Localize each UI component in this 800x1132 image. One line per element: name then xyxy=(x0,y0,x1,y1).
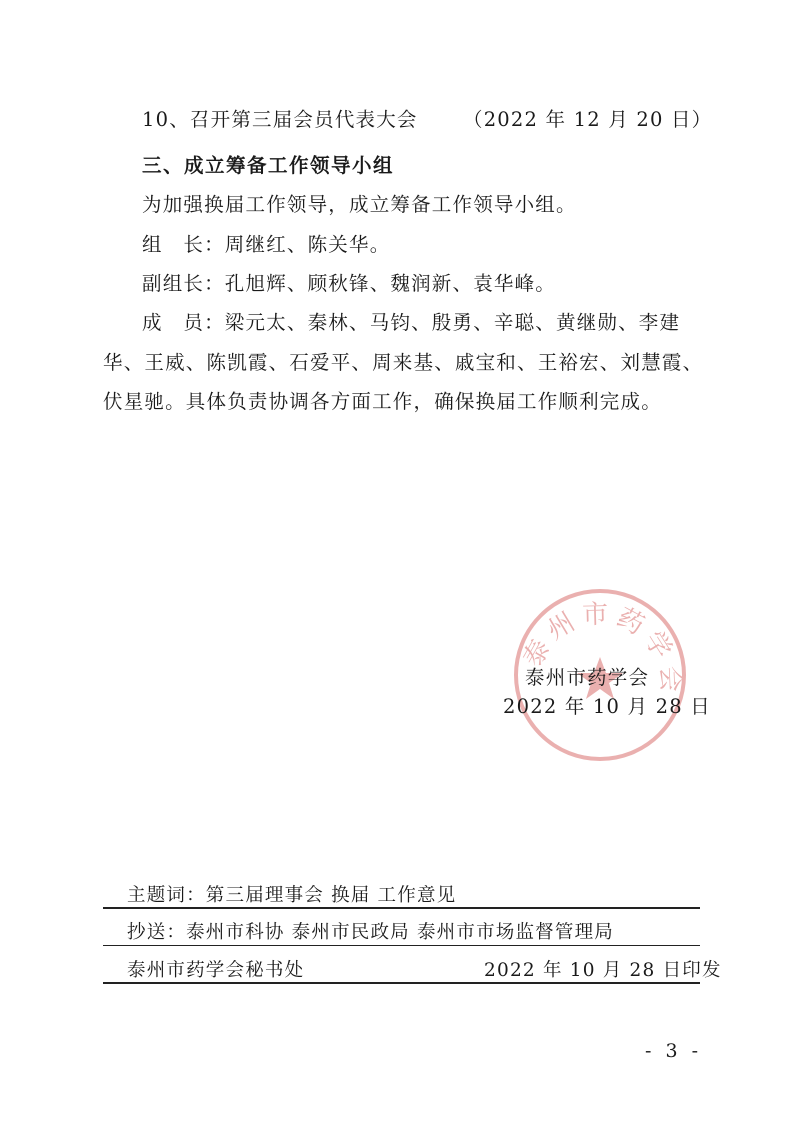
svg-text:泰州市药学会: 泰州市药学会 xyxy=(517,599,686,699)
section-heading: 三、成立筹备工作领导小组 xyxy=(142,154,395,177)
page-number: - 3 - xyxy=(644,1040,702,1062)
members-line-1: 成 员：梁元太、秦林、马钧、殷勇、辛聪、黄继勋、李建 xyxy=(142,311,681,334)
footer-divider-top xyxy=(103,907,700,909)
issue-date-line: 2022 年 10 月 28 日印发 xyxy=(484,960,722,981)
footer-divider-bottom xyxy=(103,982,700,984)
intro-paragraph: 为加强换届工作领导，成立筹备工作领导小组。 xyxy=(142,193,577,216)
keywords-line: 主题词：第三届理事会 换届 工作意见 xyxy=(127,885,457,906)
leader-line: 组 长：周继红、陈关华。 xyxy=(142,233,391,256)
issuer-line: 泰州市药学会秘书处 xyxy=(127,960,305,981)
item-10-date: （2022 年 12 月 20 日） xyxy=(463,108,713,131)
vice-leader-line: 副组长：孔旭辉、顾秋锋、魏润新、袁华峰。 xyxy=(142,272,557,295)
signature-organization: 泰州市药学会 xyxy=(525,666,650,689)
item-10-text: 10、召开第三届会员代表大会 xyxy=(142,108,418,131)
cc-line: 抄送：泰州市科协 泰州市民政局 泰州市市场监督管理局 xyxy=(127,922,614,943)
footer-divider-middle xyxy=(103,945,700,946)
members-line-2: 华、王威、陈凯霞、石爱平、周来基、戚宝和、王裕宏、刘慧霞、 xyxy=(103,351,704,374)
members-line-3: 伏星驰。具体负责协调各方面工作，确保换届工作顺利完成。 xyxy=(103,390,662,413)
signature-date: 2022 年 10 月 28 日 xyxy=(503,695,711,718)
